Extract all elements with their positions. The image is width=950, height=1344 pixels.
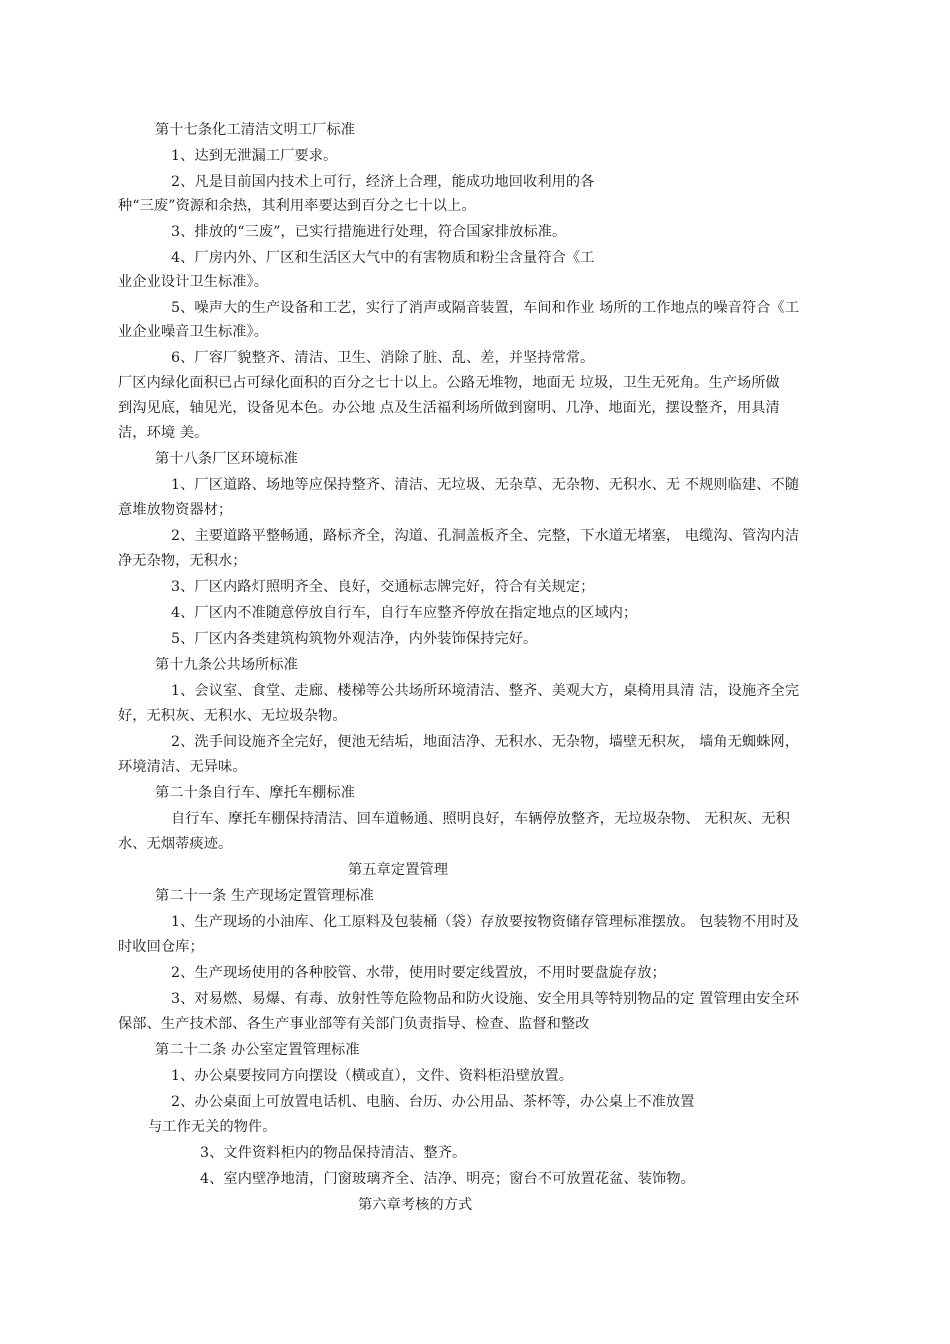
paragraph-line: 2、办公桌面上可放置电话机、电脑、台历、办公用品、茶杯等，办公桌上不准放置 — [171, 1094, 695, 1110]
paragraph-line: 与工作无关的物件。 — [148, 1119, 277, 1135]
paragraph-line: 5、噪声大的生产设备和工艺，实行了消声或隔音装置，车间和作业 场所的工作地点的噪音符合《工 — [171, 300, 800, 316]
paragraph-line: 4、厂房内外、厂区和生活区大气中的有害物质和粉尘含量符合《工 — [171, 250, 595, 266]
paragraph-line: 4、室内壁净地清，门窗玻璃齐全、洁净、明亮；窗台不可放置花盆、装饰物。 — [200, 1171, 695, 1187]
paragraph-line: 好，无积灰、无积水、无垃圾杂物。 — [118, 708, 347, 724]
paragraph-line: 6、厂容厂貌整齐、清洁、卫生、消除了脏、乱、差，并坚持常常。 — [171, 350, 595, 366]
paragraph-line: 种“三废”资源和余热，其利用率要达到百分之七十以上。 — [118, 198, 476, 214]
paragraph-line: 4、厂区内不准随意停放自行车，自行车应整齐停放在指定地点的区域内； — [171, 605, 638, 621]
paragraph-line: 2、主要道路平整畅通，路标齐全，沟道、孔洞盖板齐全、完整，下水道无堵塞， 电缆沟、管沟内洁 — [171, 528, 800, 544]
paragraph-line: 自行车、摩托车棚保持清洁、回车道畅通、照明良好，车辆停放整齐，无垃圾杂物、 无积灰、无积 — [171, 811, 790, 827]
paragraph-line: 业企业设计卫生标准》。 — [118, 274, 269, 290]
paragraph-line: 1、厂区道路、场地等应保持整齐、清洁、无垃圾、无杂草、无杂物、无积水、无 不规则临建、不随 — [171, 477, 800, 493]
paragraph-line: 2、洗手间设施齐全完好，便池无结垢，地面洁净、无积水、无杂物，墙壁无积灰， 墙角无蜘蛛网， — [171, 734, 800, 750]
paragraph-line: 洁，环境 美。 — [118, 425, 209, 441]
paragraph-line: 意堆放物资器材； — [118, 502, 233, 518]
paragraph-line: 净无杂物，无积水； — [118, 553, 247, 569]
paragraph-line: 5、厂区内各类建筑构筑物外观洁净，内外装饰保持完好。 — [171, 631, 538, 647]
paragraph-line: 1、会议室、食堂、走廊、楼梯等公共场所环境清洁、整齐、美观大方，桌椅用具清 洁，设施齐全完 — [171, 683, 800, 699]
paragraph-line: 水、无烟蒂痰迹。 — [118, 836, 233, 852]
paragraph-line: 业企业噪音卫生标准》。 — [118, 324, 269, 340]
article-22-heading: 第二十二条 办公室定置管理标准 — [155, 1042, 360, 1058]
paragraph-line: 1、生产现场的小油库、化工原料及包装桶（袋）存放要按物资储存管理标准摆放。 包装物不用时及 — [171, 914, 800, 930]
paragraph-line: 2、凡是目前国内技术上可行，经济上合理，能成功地回收利用的各 — [171, 174, 595, 190]
article-20-heading: 第二十条自行车、摩托车棚标准 — [155, 785, 356, 801]
paragraph-line: 2、生产现场使用的各种胶管、水带，使用时要定线置放，不用时要盘旋存放； — [171, 965, 666, 981]
paragraph-line: 3、文件资料柜内的物品保持清洁、整齐。 — [200, 1145, 467, 1161]
paragraph-line: 3、排放的“三废”，已实行措施进行处理，符合国家排放标准。 — [171, 224, 567, 240]
paragraph-line: 到沟见底，轴见光，设备见本色。办公地 点及生活福利场所做到窗明、几净、地面光，摆设整齐，用具清 — [118, 400, 780, 416]
article-18-heading: 第十八条厂区环境标准 — [155, 451, 298, 467]
article-17-heading: 第十七条化工清洁文明工厂标准 — [155, 122, 356, 138]
paragraph-line: 保部、生产技术部、各生产事业部等有关部门负责指导、检查、监督和整改 — [118, 1016, 590, 1032]
paragraph-line: 1、达到无泄漏工厂要求。 — [171, 148, 338, 164]
paragraph-line: 时收回仓库； — [118, 939, 204, 955]
chapter-5-heading: 第五章定置管理 — [348, 862, 449, 878]
article-21-heading: 第二十一条 生产现场定置管理标准 — [155, 888, 374, 904]
paragraph-line: 3、厂区内路灯照明齐全、良好，交通标志牌完好，符合有关规定； — [171, 579, 595, 595]
article-19-heading: 第十九条公共场所标准 — [155, 657, 298, 673]
paragraph-line: 环境清洁、无异味。 — [118, 759, 247, 775]
chapter-6-heading: 第六章考核的方式 — [358, 1197, 473, 1213]
paragraph-line: 3、对易燃、易爆、有毒、放射性等危险物品和防火设施、安全用具等特别物品的定 置管理由安全环 — [171, 991, 800, 1007]
paragraph-line: 1、办公桌要按同方向摆设（横或直），文件、资料柜沿壁放置。 — [171, 1068, 574, 1084]
paragraph-line: 厂区内绿化面积已占可绿化面积的百分之七十以上。公路无堆物，地面无 垃圾，卫生无死角。生产场所做 — [118, 375, 780, 391]
